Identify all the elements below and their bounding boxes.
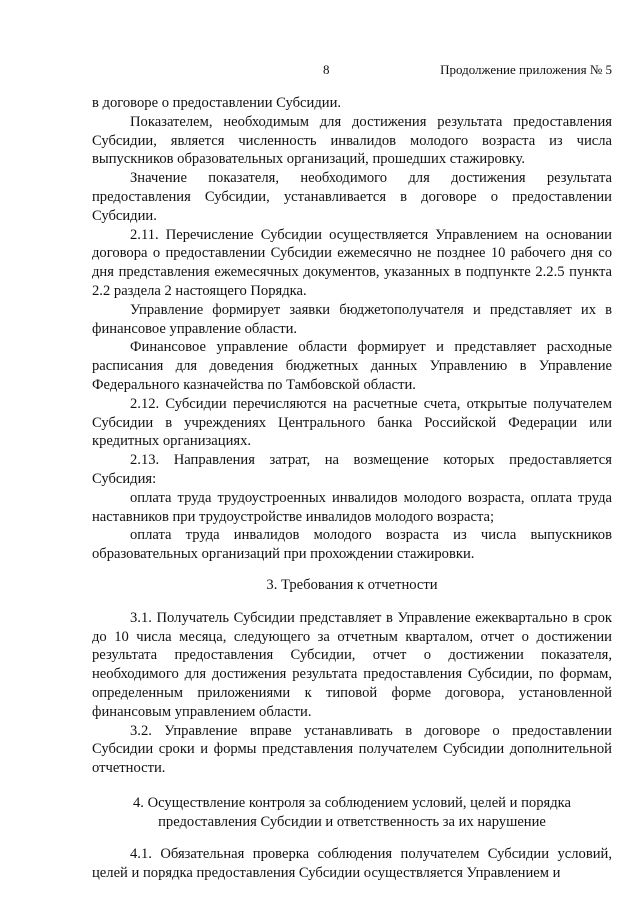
paragraph: 3.1. Получатель Субсидии представляет в Управление ежеквартально в срок до 10 числа месяца, следующего за отчетным кварталом, отчет о достижении результата предоставления Субсидии, отчет о достижении показателя, необходимого для достижения результата предоставления Субсидии, по формам, определенным приложениями к типовой форме договора, установленной финансовым управлением области. [92,609,612,720]
document-body [92,94,612,883]
paragraph: 2.12. Субсидии перечисляются на расчетные счета, открытые получателем Субсидии в учреждениях Центрального банка Российской Федерации или кредитных организациях. [92,395,612,450]
paragraph: оплата труда инвалидов молодого возраста из числа выпускников образовательных организаций при прохождении стажировки. [92,527,612,563]
section-heading: 3. Требования к отчетности [266,576,438,593]
paragraph: в договоре о предоставлении Субсидии. [92,95,342,111]
paragraph: Значение показателя, необходимого для достижения результата предоставления Субсидии, устанавливается в договоре о предоставлении Субсидии. [92,170,612,224]
section-heading: 4. Осуществление контроля за соблюдением условий, целей и порядка предоставления Субсидии и ответственность за их нарушение [133,794,571,830]
paragraph: 2.11. Перечисление Субсидии осуществляется Управлением на основании договора о предоставлении Субсидии ежемесячно не позднее 10 рабочего дня со дня представления ежемесячных документов, указанных в подпункте 2.2.5 пункта 2.2 раздела 2 настоящего Порядка. [92,226,612,299]
paragraph: оплата труда трудоустроенных инвалидов молодого возраста, оплата труда наставников при трудоустройстве инвалидов молодого возраста; [92,489,612,525]
paragraph: 3.2. Управление вправе устанавливать в договоре о предоставлении Субсидии сроки и формы представления получателем Субсидии дополнительной отчетности. [92,722,612,777]
paragraph: Финансовое управление области формирует и представляет расходные расписания для доведения бюджетных данных Управлению в Управление Федерального казначейства по Тамбовской области. [92,339,612,393]
paragraph: Управление формирует заявки бюджетополучателя и представляет их в финансовое управление области. [92,301,612,337]
header-note: Продолжение приложения № 5 [440,62,612,77]
page-number: 8 [323,62,330,77]
paragraph: 4.1. Обязательная проверка соблюдения получателем Субсидии условий, целей и порядка предоставления Субсидии осуществляется Управлением и [92,846,612,882]
paragraph: 2.13. Направления затрат, на возмещение которых предоставляется Субсидия: [92,452,612,487]
paragraph: Показателем, необходимым для достижения результата предоставления Субсидии, является численность инвалидов молодого возраста из числа выпускников образовательных организаций, прошедших стажировку. [92,113,612,168]
